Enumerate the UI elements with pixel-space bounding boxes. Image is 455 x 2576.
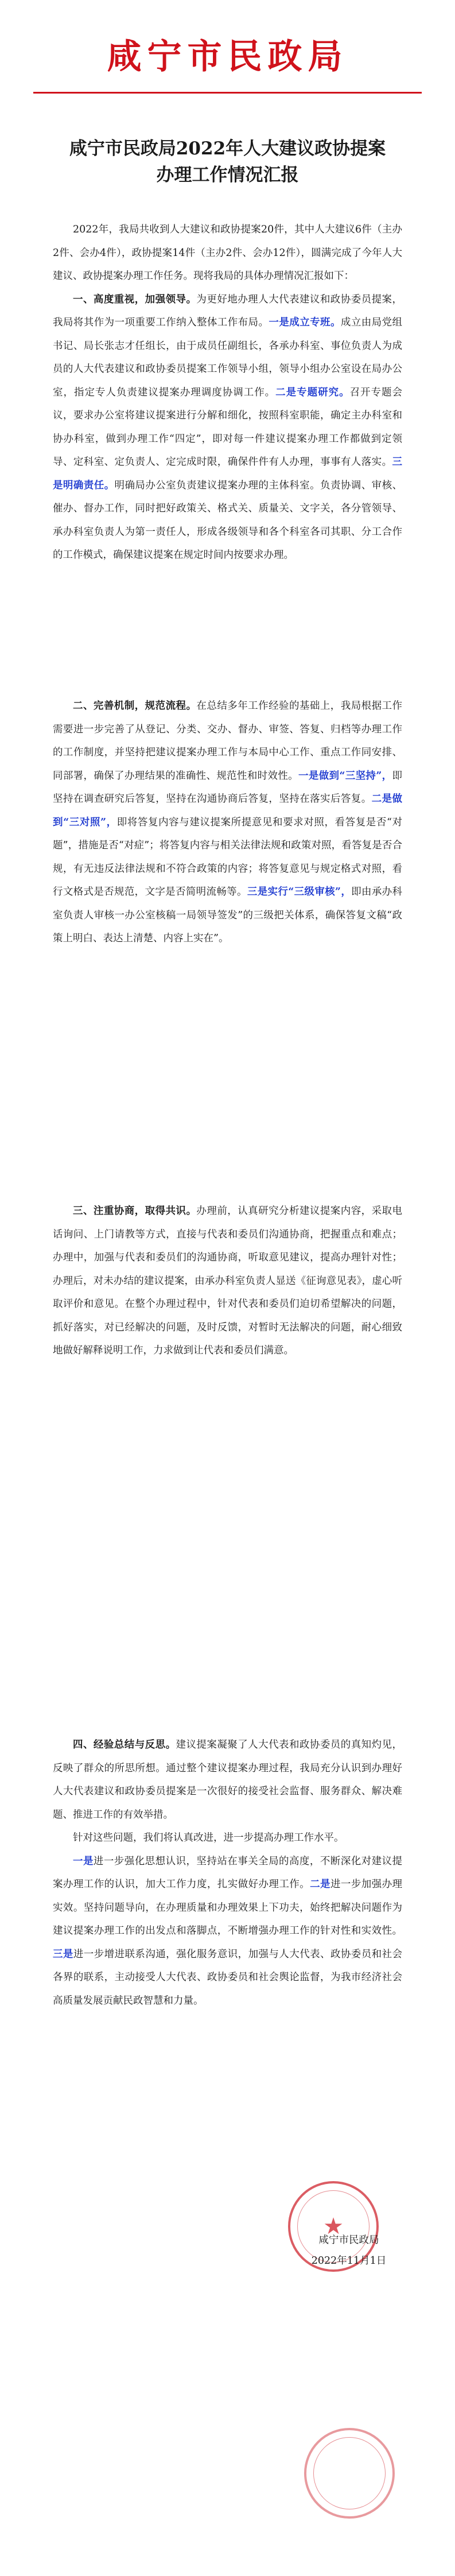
section-1-text: 明确局办公室负责建议提案办理的主体科室。负责协调、审核、催办、督办工作，同时把好政策关、格式关、质量关、文字关，各分管领导、承办科室负责人为第一责任人，形成各级领导和各个科室各司其职、分工合作的工作模式，确保建议提案在规定时间内按要求办理。 <box>53 479 402 561</box>
letterhead <box>0 34 455 79</box>
report-title-line1: 咸宁市民政局2022年人大建议政协提案 <box>69 138 386 159</box>
seal-star-icon: ★ <box>323 2213 344 2240</box>
body-section-4 <box>53 1733 402 2012</box>
section-4-text: 进一步加强办理实效。坚持问题导向，在办理质量和办理效果上下功夫，始终把解决问题作为建议提案办理工作的出发点和落脚点，不断增强办理工作的针对性和实效性。 <box>53 1879 403 1937</box>
section-2-text: 即由承办科室负责人审核一办公室核稿一局领导签发”的三级把关体系，确保答复文稿“政策上明白、表达上清楚、内容上实在”。 <box>53 886 403 944</box>
body-section-3 <box>53 1200 402 1363</box>
signature-org: 咸宁市民政局 <box>318 2234 379 2246</box>
section-3-paragraph <box>53 1200 402 1363</box>
section-1-text: 召开专题会议，要求办公室将建议提案进行分解和细化，按照科室职能，确定主办科室和协办科室，做到办理工作“四定”，即对每一件建议提案办理工作都做到定领导、定科室、定负责人、定完成时限，确保件件有人办理，事事有人落实。 <box>53 386 402 468</box>
section-4-heading: 四、经验总结与反思。 <box>73 1739 176 1751</box>
section-1-heading: 一、高度重视，加强领导。 <box>73 293 197 305</box>
section-4-paragraph <box>53 1733 402 1826</box>
seal-ring <box>313 2437 386 2509</box>
section-4-text: 建议提案凝聚了人大代表和政协委员的真知灼见，反映了群众的所思所想。通过整个建议提案办理过程，我局充分认识到办理好人大代表建议和政协委员提案是一次很好的接受社会监督、服务群众、解决难题、推进工作的有效举措。 <box>53 1739 402 1821</box>
section-2-text: 即坚持在调查研究后答复，坚持在沟通协商后答复，坚持在落实后答复。 <box>53 770 403 805</box>
section-2-point-1: 一是做到“三坚持”， <box>298 770 392 782</box>
section-2-point-2: 二是做到“三对照”， <box>53 793 403 828</box>
section-4-paragraph <box>53 1850 402 2013</box>
section-3-text: 办理前，认真研究分析建议提案内容，采取电话询问、上门请教等方式，直接与代表和委员们沟通协商，把握重点和难点；办理中，加强与代表和委员们的沟通协商，听取意见建议，提高办理针对性；办理后，对未办结的建议提案，由承办科室负责人显送《征询意见表》，虚心听取评价和意见。在整个办理过程中，针对代表和委员们迫切希望解决的问题，抓好落实，对已经解决的问题，及时反馈，对暂时无法解决的问题，耐心细致地做好解释说明工作，力求做到让代表和委员们满意。 <box>53 1205 403 1356</box>
section-2-text: 在总结多年工作经验的基础上，我局根据工作需要进一步完善了从登记、分类、交办、督办、审签、答复、归档等办理工作的工作制度，并坚持把建议提案办理工作与本局中心工作、重点工作同安排、同部署，确保了办理结果的准确性、规范性和时效性。 <box>53 700 403 782</box>
section-1-paragraph <box>53 288 402 567</box>
section-4-point-2: 二是 <box>310 1879 330 1890</box>
section-2-paragraph <box>53 695 402 951</box>
section-2-point-3: 三是实行“三级审核”， <box>247 886 352 898</box>
section-1-text: 为更好地办理人大代表建议和政协委员提案，我局将其作为一项重要工作纳入整体工作布局。 <box>53 293 403 328</box>
section-1-point-1: 一是成立专班。 <box>269 317 341 328</box>
section-4-point-1: 一是 <box>73 1855 94 1867</box>
body-section-2 <box>53 695 402 951</box>
section-1-text: 成立由局党组书记、局长张志才任组长，由于成员任副组长，各承办科室、事位负责人为成员的人大代表建议和政协委员提案工作领导小组，领导小组办公室设在局办公室，指定专人负责建议提案办理调度协调工作。 <box>53 317 403 398</box>
section-4-text: 进一步增进联系沟通，强化服务意识，加强与人大代表、政协委员和社会各界的联系，主动接受人大代表、政协委员和社会舆论监督，为我市经济社会高质量发展贡献民政智慧和力量。 <box>53 1948 403 2007</box>
official-seal-faded <box>304 2428 395 2519</box>
section-1-point-3: 三是明确责任。 <box>53 456 402 491</box>
signature-block <box>286 2230 412 2271</box>
section-4-point-3: 三是 <box>53 1948 73 1960</box>
red-header-rule <box>33 92 422 94</box>
section-2-heading: 二、完善机制，规范流程。 <box>73 700 197 712</box>
report-title <box>34 135 421 188</box>
body-section-1 <box>53 218 402 567</box>
section-1-point-2: 二是专题研究。 <box>275 386 350 398</box>
org-title: 咸宁市民政局 <box>107 37 348 77</box>
intro-paragraph: 2022年，我局共收到人大建议和政协提案20件，其中人大建议6件（主办2件、会办4件），政协提案14件（主办2件、会办12件），圆满完成了今年人大建议、政协提案办理工作任务。现将我局的具体办理情况汇报如下： <box>53 224 402 282</box>
section-4-text: 进一步强化思想认识，坚持站在事关全局的高度，不断深化对建议提案办理工作的认识，加大工作力度，扎实做好办理工作。 <box>53 1855 403 1890</box>
section-3-heading: 三、注重协商，取得共识。 <box>73 1205 197 1217</box>
signature-date: 2022年11月1日 <box>311 2255 387 2267</box>
section-4-paragraph: 针对这些问题，我们将认真改进，进一步提高办理工作水平。 <box>73 1832 344 1844</box>
report-title-line2: 办理工作情况汇报 <box>156 165 299 185</box>
section-2-text: 即将答复内容与建议提案所提意见和要求对照，看答复是否“对题”，措施是否“对症”；将答复内容与相关法律法规和政策对照，看答复是否合规，有无违反法律法规和不符合政策的内容；将答复意见与规定格式对照，看行文格式是否规范，文字是否简明流畅等。 <box>53 816 402 898</box>
